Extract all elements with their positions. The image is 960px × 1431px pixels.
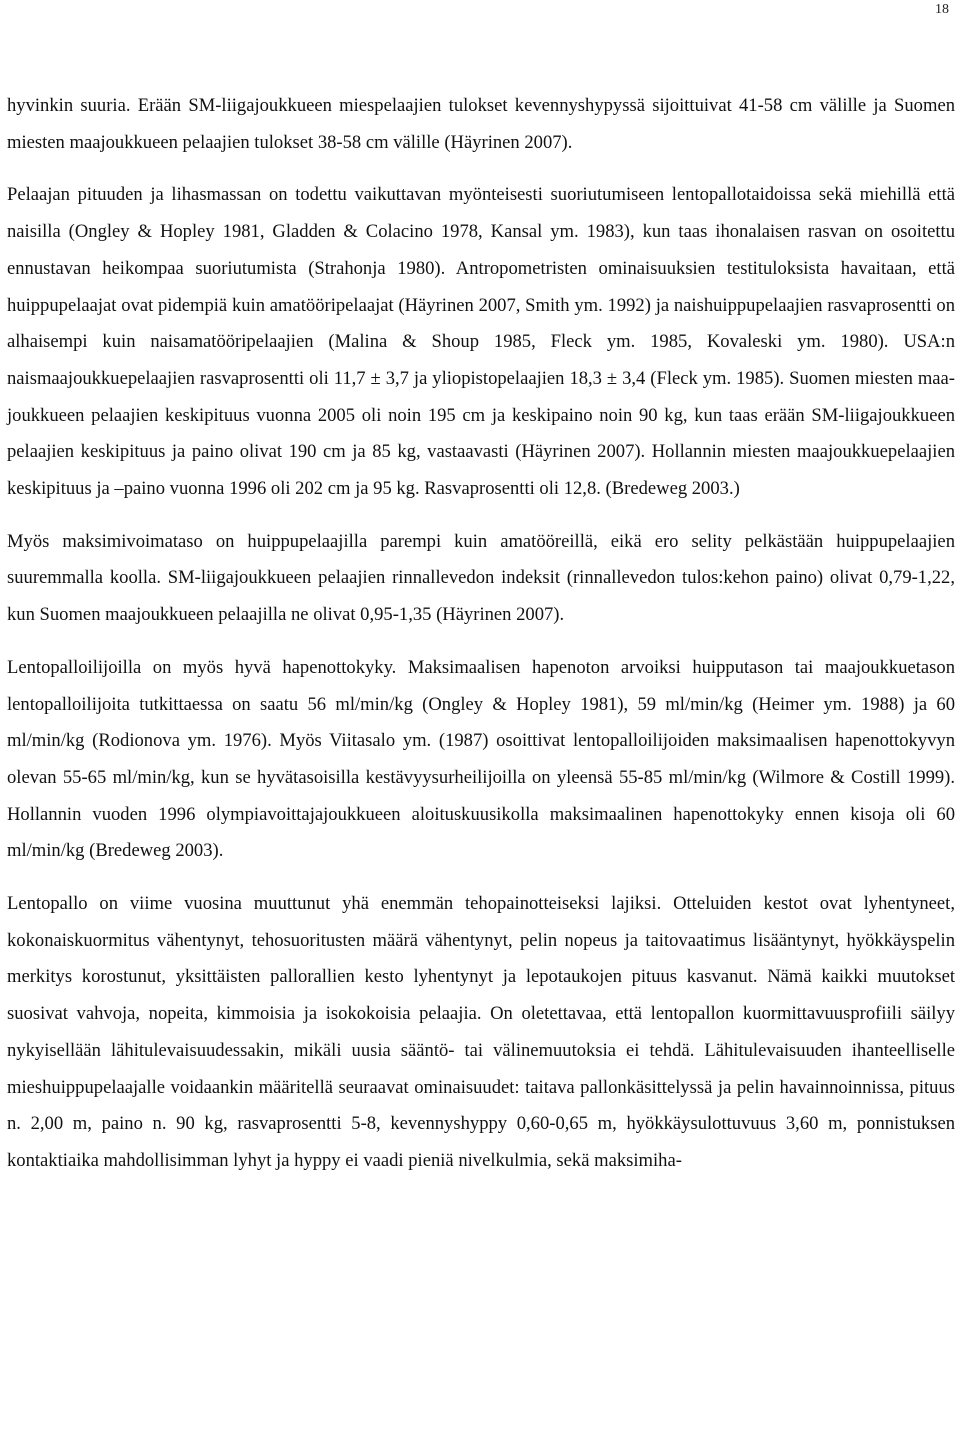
paragraph-gap bbox=[7, 161, 955, 177]
paragraph-4: Lentopalloilijoilla on myös hyvä hapenottokyky. Maksimaalisen hapenoton arvoiksi huipputason tai maajoukkuetason lentopalloilijoita tutkittaessa on saatu 56 ml/min/kg (Ongley & Hopley 1981), 59 ml/min/kg (Heimer ym. 1988) ja 60 ml/min/kg (Rodionova ym. 1976). Myös Viitasalo ym. (1987) osoittivat lentopalloilijoiden maksimaalisen hapenottokyvyn olevan 55-65 ml/min/kg, kun se hyvätasoisilla kestävyysurheilijoilla on yleensä 55-85 ml/min/kg (Wilmore & Costill 1999). Hollannin vuoden 1996 olympiavoittajajoukkueen aloituskuusikolla maksimaalinen hapenottokyky ennen kisoja oli 60 ml/min/kg (Bredeweg 2003). bbox=[7, 656, 955, 862]
paragraph-3: Myös maksimivoimataso on huippupelaajilla parempi kuin amatööreillä, eikä ero selity pelkästään huippupelaajien suuremmalla koolla. SM-liigajoukkueen pelaajien rinnallevedon indeksit (rinnallevedon tulos:kehon paino) olivat 0,79-1,22, kun Suomen maajoukkueen pelaajilla ne olivat 0,95-1,35 (Häyrinen 2007). bbox=[7, 530, 955, 626]
paragraph-2: Pelaajan pituuden ja lihasmassan on todettu vaikuttavan myönteisesti suoriutumiseen lentopallotaidoissa sekä miehillä että naisilla (Ongley & Hopley 1981, Gladden & Colacino 1978, Kansal ym. 1983), kun taas ihonalaisen rasvan on osoitettu ennustavan heikompaa suoriutumista (Strahonja 1980). Antropometristen ominaisuuksien testituloksista havaitaan, että huippupelaajat ovat pidempiä kuin amatööripelaajat (Häyrinen 2007, Smith ym. 1992) ja naishuippupelaajien rasvaprosentti on alhaisempi kuin naisamatööripelaajien (Malina & Shoup 1985, Fleck ym. 1985, Kovaleski ym. 1980). USA:n naismaajoukkuepelaajien rasvaprosentti oli 11,7 ± 3,7 ja yliopistopelaajien 18,3 ± 3,4 (Fleck ym. 1985). Suomen miesten maajoukkueen pelaajien keskipituus vuonna 2005 oli noin 195 cm ja keskipaino noin 90 kg, kun taas erään SM-liigajoukkueen pelaajien keskipituus ja paino olivat 190 cm ja 85 kg, vastaavasti (Häyrinen 2007). Hollannin miesten maajoukkuepelaajien keskipituus ja –paino vuonna 1996 oli 202 cm ja 95 kg. Rasvaprosentti oli 12,8. (Bredeweg 2003.) bbox=[7, 184, 955, 500]
paragraph-gap bbox=[7, 634, 955, 650]
paragraph-gap bbox=[7, 870, 955, 886]
paragraph-5: Lentopallo on viime vuosina muuttunut yhä enemmän tehopainotteiseksi lajiksi. Otteluiden kestot ovat lyhentyneet, kokonaiskuormitus vähentynyt, tehosuoritusten määrä vähentynyt, pelin nopeus ja taitovaatimus lisääntynyt, hyökkäyspelin merkitys korostunut, yksittäisten pallorallien kesto lyhentynyt ja lepotaukojen pituus kasvanut. Nämä kaikki muutokset suosivat vahvoja, nopeita, kimmoisia ja isokokoisia pelaajia. On oletettavaa, että lentopallon kuormittavuusprofiili säilyy nykyisellään lähitulevaisuudessakin, mikäli uusia sääntö- tai välinemuutoksia ei tehdä. Lähitulevaisuuden ihanteelliselle mieshuippupelaajalle voidaankin määritellä seuraavat ominaisuudet: taitava pallonkäsittelyssä ja pelin havainnoinnissa, pituus n. 2,00 m, paino n. 90 kg, rasvaprosentti 5-8, kevennyshyppy 0,60-0,65 m, hyökkäysulottuvuus 3,60 m, ponnistuksen kontaktiaika mahdollisimman lyhyt ja hyppy ei vaadi pieniä nivelkulmia, sekä maksimiha- bbox=[7, 893, 955, 1171]
paragraph-1: hyvinkin suuria. Erään SM-liigajoukkueen miespelaajien tulokset kevennyshypyssä sijoittuivat 41-58 cm välille ja Suomen miesten maajoukkueen pelaajien tulokset 38-58 cm välille (Häyrinen 2007). bbox=[7, 95, 955, 153]
document-body bbox=[7, 88, 955, 1180]
page-number: 18 bbox=[935, 2, 949, 17]
paragraph-gap bbox=[7, 508, 955, 524]
